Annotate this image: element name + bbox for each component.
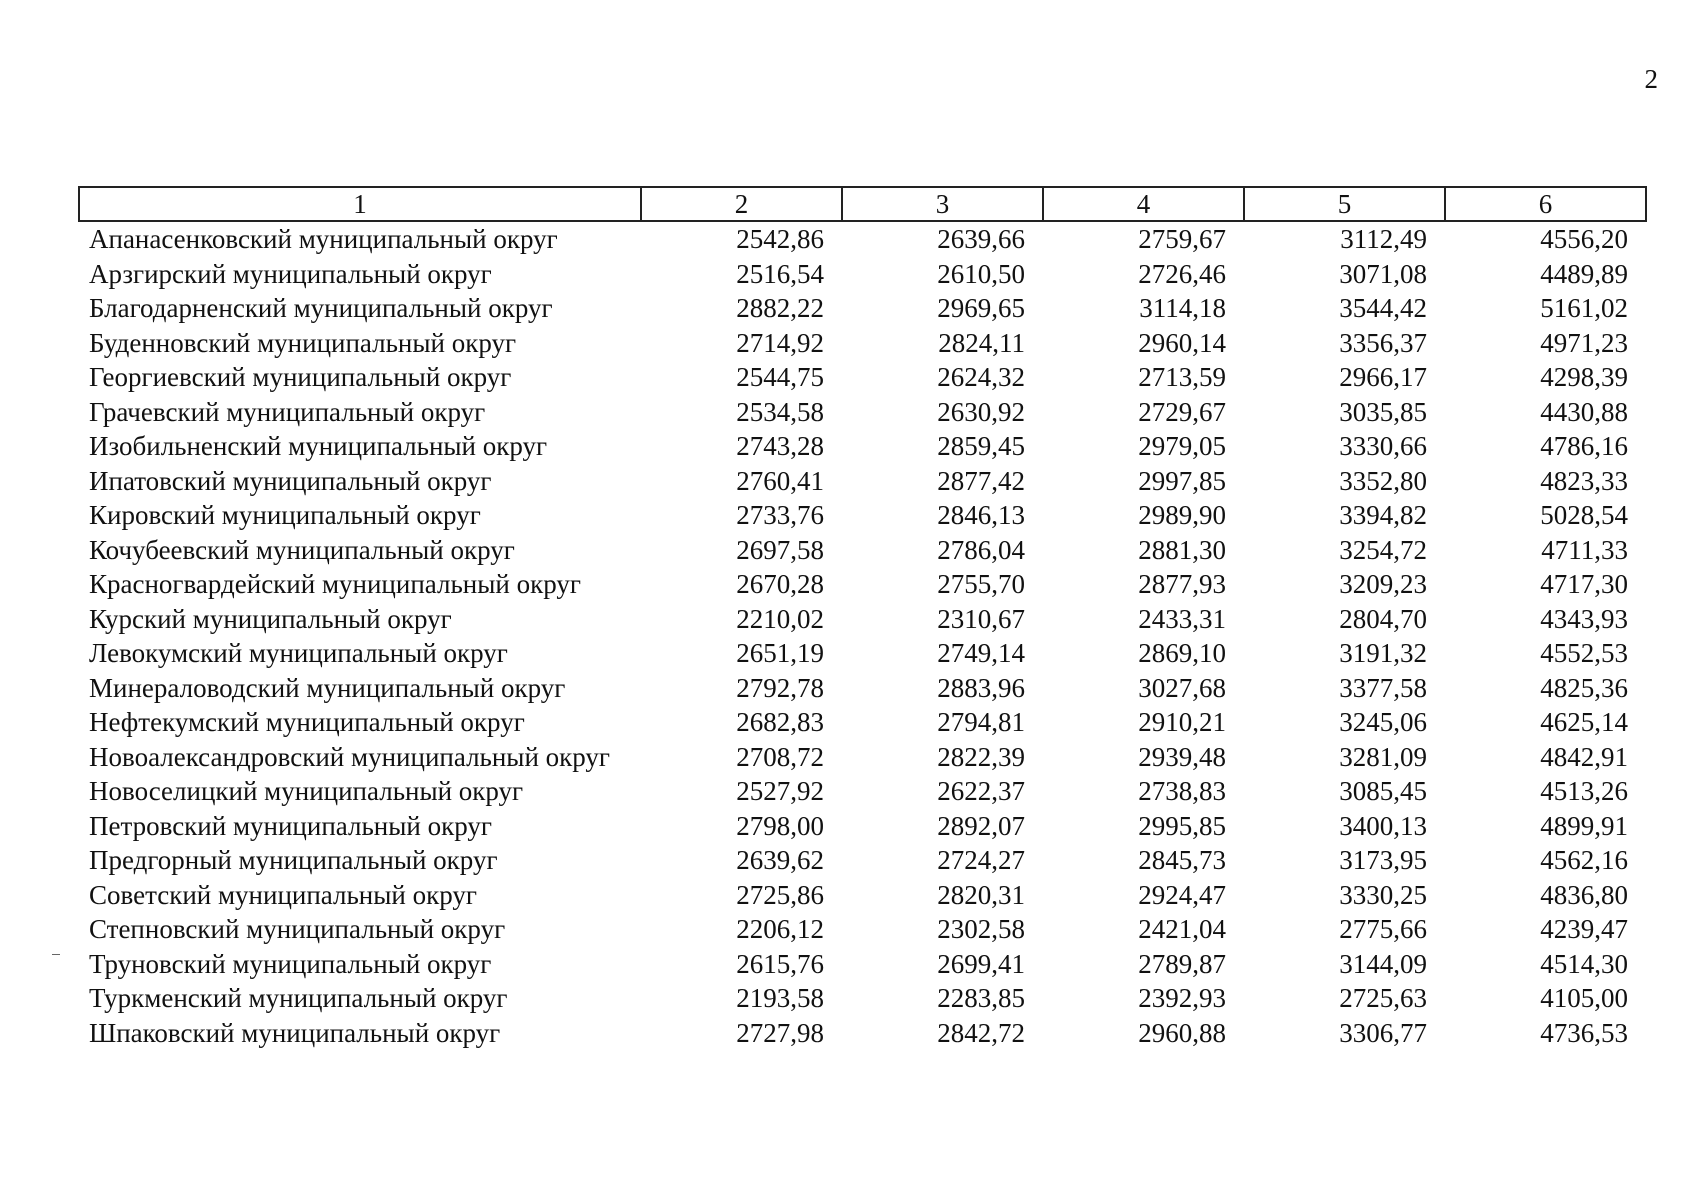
value-cell: 2755,70 <box>937 569 1025 599</box>
value-cell: 2193,58 <box>736 983 824 1013</box>
value-cell: 4717,30 <box>1540 569 1628 599</box>
value-cell: 2527,92 <box>736 776 824 806</box>
municipality-name-cell: Новоселицкий муниципальный округ <box>89 776 524 806</box>
value-cell: 2760,41 <box>736 465 824 496</box>
value-cell: 2883,96 <box>937 672 1025 703</box>
value-cell: 2869,10 <box>1138 638 1226 668</box>
table-row <box>79 291 1646 326</box>
value-cell: 5028,54 <box>1540 500 1628 530</box>
value-cell: 2824,11 <box>938 327 1025 358</box>
value-cell: 3112,49 <box>1340 224 1427 254</box>
municipality-name-cell: Изобильненский муниципальный округ <box>89 431 548 461</box>
value-cell: 2639,62 <box>736 845 824 875</box>
table-row <box>79 498 1646 533</box>
value-cell: 3544,42 <box>1339 293 1427 323</box>
value-cell: 2651,19 <box>736 638 824 668</box>
value-cell: 2534,58 <box>736 396 824 427</box>
value-cell: 2966,17 <box>1339 362 1427 392</box>
value-cell: 4736,53 <box>1540 1017 1628 1048</box>
value-cell: 2726,46 <box>1138 258 1226 289</box>
value-cell: 2995,85 <box>1138 810 1226 841</box>
value-cell: 3330,25 <box>1339 879 1427 910</box>
table-row <box>79 981 1646 1016</box>
value-cell: 3394,82 <box>1339 500 1427 530</box>
value-cell: 2725,63 <box>1339 983 1427 1013</box>
value-cell: 2882,22 <box>736 293 824 323</box>
value-cell: 2302,58 <box>937 914 1025 944</box>
value-cell: 2699,41 <box>937 948 1025 979</box>
value-cell: 2845,73 <box>1138 845 1226 875</box>
value-cell: 4513,26 <box>1540 776 1628 806</box>
value-cell: 2729,67 <box>1138 396 1226 427</box>
value-cell: 3209,23 <box>1339 569 1427 599</box>
value-cell: 4239,47 <box>1540 914 1628 944</box>
value-cell: 3377,58 <box>1339 672 1427 703</box>
value-cell: 3027,68 <box>1138 672 1226 703</box>
column-header-5: 5 <box>1244 187 1445 221</box>
table-row <box>79 636 1646 671</box>
value-cell: 2544,75 <box>736 362 824 392</box>
value-cell: 3245,06 <box>1339 707 1427 737</box>
value-cell: 2792,78 <box>736 672 824 703</box>
table-row <box>79 602 1646 637</box>
value-cell: 2206,12 <box>736 914 824 944</box>
table-row <box>79 395 1646 430</box>
table-row <box>79 533 1646 568</box>
value-cell: 2724,27 <box>937 845 1025 875</box>
municipality-name-cell: Петровский муниципальный округ <box>89 810 492 841</box>
table-row <box>79 878 1646 913</box>
value-cell: 2892,07 <box>937 810 1025 841</box>
municipality-name-cell: Арзгирский муниципальный округ <box>89 258 492 289</box>
value-cell: 4836,80 <box>1540 879 1628 910</box>
table-row <box>79 809 1646 844</box>
value-cell: 2743,28 <box>736 431 824 461</box>
value-cell: 2733,76 <box>736 500 824 530</box>
value-cell: 4562,16 <box>1540 845 1628 875</box>
value-cell: 3352,80 <box>1339 465 1427 496</box>
value-cell: 2283,85 <box>937 983 1025 1013</box>
value-cell: 4430,88 <box>1540 396 1628 427</box>
value-cell: 3281,09 <box>1339 741 1427 772</box>
value-cell: 2682,83 <box>736 707 824 737</box>
value-cell: 4823,33 <box>1540 465 1628 496</box>
value-cell: 2822,39 <box>937 741 1025 772</box>
table-row <box>79 947 1646 982</box>
value-cell: 2789,87 <box>1138 948 1226 979</box>
municipality-name-cell: Новоалександровский муниципальный округ <box>89 741 610 772</box>
column-header-2: 2 <box>641 187 842 221</box>
value-cell: 2842,72 <box>937 1017 1025 1048</box>
table-row <box>79 360 1646 395</box>
municipality-name-cell: Благодарненский муниципальный округ <box>89 293 553 323</box>
value-cell: 4711,33 <box>1541 534 1628 565</box>
table-row <box>79 671 1646 706</box>
municipality-name-cell: Красногвардейский муниципальный округ <box>89 569 581 599</box>
value-cell: 2979,05 <box>1138 431 1226 461</box>
value-cell: 2392,93 <box>1138 983 1226 1013</box>
value-cell: 3071,08 <box>1339 258 1427 289</box>
value-cell: 3173,95 <box>1339 845 1427 875</box>
value-cell: 4552,53 <box>1540 638 1628 668</box>
table-header <box>79 187 1646 221</box>
value-cell: 3356,37 <box>1339 327 1427 358</box>
value-cell: 2433,31 <box>1138 603 1226 634</box>
value-cell: 2969,65 <box>937 293 1025 323</box>
value-cell: 3400,13 <box>1339 810 1427 841</box>
value-cell: 2630,92 <box>937 396 1025 427</box>
value-cell: 2725,86 <box>736 879 824 910</box>
value-cell: 4899,91 <box>1540 810 1628 841</box>
value-cell: 3085,45 <box>1339 776 1427 806</box>
municipality-name-cell: Советский муниципальный округ <box>89 879 477 910</box>
value-cell: 2775,66 <box>1339 914 1427 944</box>
table-body <box>79 221 1646 1050</box>
header-row <box>79 187 1646 221</box>
value-cell: 2738,83 <box>1138 776 1226 806</box>
municipality-name-cell: Шпаковский муниципальный округ <box>89 1017 501 1048</box>
value-cell: 2820,31 <box>937 879 1025 910</box>
data-table <box>78 186 1647 1050</box>
margin-mark <box>52 954 60 955</box>
page-number: 2 <box>1644 64 1658 94</box>
value-cell: 2804,70 <box>1339 603 1427 634</box>
value-cell: 2542,86 <box>736 224 824 254</box>
value-cell: 2924,47 <box>1138 879 1226 910</box>
table-row <box>79 464 1646 499</box>
value-cell: 2697,58 <box>736 534 824 565</box>
table-row <box>79 705 1646 740</box>
value-cell: 2759,67 <box>1138 224 1226 254</box>
value-cell: 2516,54 <box>736 258 824 289</box>
value-cell: 2610,50 <box>937 258 1025 289</box>
value-cell: 2877,42 <box>937 465 1025 496</box>
value-cell: 3144,09 <box>1339 948 1427 979</box>
value-cell: 2846,13 <box>937 500 1025 530</box>
value-cell: 4489,89 <box>1540 258 1628 289</box>
table-row <box>79 567 1646 602</box>
value-cell: 3306,77 <box>1339 1017 1427 1048</box>
table-row <box>79 326 1646 361</box>
value-cell: 2615,76 <box>736 948 824 979</box>
column-header-1: 1 <box>79 187 641 221</box>
value-cell: 2713,59 <box>1138 362 1226 392</box>
value-cell: 2670,28 <box>736 569 824 599</box>
value-cell: 2624,32 <box>937 362 1025 392</box>
value-cell: 2421,04 <box>1138 914 1226 944</box>
value-cell: 3330,66 <box>1339 431 1427 461</box>
value-cell: 2877,93 <box>1138 569 1226 599</box>
column-header-6: 6 <box>1445 187 1646 221</box>
value-cell: 2786,04 <box>937 534 1025 565</box>
value-cell: 4825,36 <box>1540 672 1628 703</box>
value-cell: 2989,90 <box>1138 500 1226 530</box>
value-cell: 2960,88 <box>1138 1017 1226 1048</box>
value-cell: 4625,14 <box>1540 707 1628 737</box>
municipality-name-cell: Туркменский муниципальный округ <box>89 983 508 1013</box>
value-cell: 4343,93 <box>1540 603 1628 634</box>
value-cell: 3254,72 <box>1339 534 1427 565</box>
value-cell: 4842,91 <box>1540 741 1628 772</box>
value-cell: 2622,37 <box>937 776 1025 806</box>
table-row <box>79 257 1646 292</box>
column-header-3: 3 <box>842 187 1043 221</box>
value-cell: 2708,72 <box>736 741 824 772</box>
value-cell: 2639,66 <box>937 224 1025 254</box>
table-row <box>79 221 1646 257</box>
table-row <box>79 1016 1646 1051</box>
municipality-name-cell: Курский муниципальный округ <box>89 603 452 634</box>
municipality-name-cell: Левокумский муниципальный округ <box>89 638 508 668</box>
municipality-name-cell: Грачевский муниципальный округ <box>89 396 486 427</box>
value-cell: 3035,85 <box>1339 396 1427 427</box>
table-row <box>79 912 1646 947</box>
value-cell: 2939,48 <box>1138 741 1226 772</box>
value-cell: 4514,30 <box>1540 948 1628 979</box>
table-row <box>79 740 1646 775</box>
value-cell: 2798,00 <box>736 810 824 841</box>
municipality-name-cell: Предгорный муниципальный округ <box>89 845 498 875</box>
municipality-name-cell: Апанасенковский муниципальный округ <box>89 224 558 254</box>
value-cell: 5161,02 <box>1540 293 1628 323</box>
table-row <box>79 429 1646 464</box>
value-cell: 2881,30 <box>1138 534 1226 565</box>
value-cell: 2794,81 <box>937 707 1025 737</box>
value-cell: 4298,39 <box>1540 362 1628 392</box>
municipality-name-cell: Георгиевский муниципальный округ <box>89 362 512 392</box>
value-cell: 2210,02 <box>736 603 824 634</box>
municipality-name-cell: Нефтекумский муниципальный округ <box>89 707 525 737</box>
municipality-name-cell: Труновский муниципальный округ <box>89 948 492 979</box>
municipality-name-cell: Кочубеевский муниципальный округ <box>89 534 515 565</box>
table-row <box>79 774 1646 809</box>
value-cell: 4105,00 <box>1540 983 1628 1013</box>
value-cell: 2749,14 <box>937 638 1025 668</box>
table-row <box>79 843 1646 878</box>
value-cell: 3114,18 <box>1139 293 1226 323</box>
municipality-name-cell: Буденновский муниципальный округ <box>89 327 517 358</box>
value-cell: 4971,23 <box>1540 327 1628 358</box>
value-cell: 2960,14 <box>1138 327 1226 358</box>
column-header-4: 4 <box>1043 187 1244 221</box>
municipality-name-cell: Степновский муниципальный округ <box>89 914 506 944</box>
value-cell: 2997,85 <box>1138 465 1226 496</box>
municipality-name-cell: Ипатовский муниципальный округ <box>89 465 492 496</box>
value-cell: 4786,16 <box>1540 431 1628 461</box>
value-cell: 2910,21 <box>1138 707 1226 737</box>
value-cell: 2727,98 <box>736 1017 824 1048</box>
value-cell: 2714,92 <box>736 327 824 358</box>
value-cell: 2310,67 <box>937 603 1025 634</box>
value-cell: 3191,32 <box>1339 638 1427 668</box>
municipality-name-cell: Минераловодский муниципальный округ <box>89 672 566 703</box>
value-cell: 2859,45 <box>937 431 1025 461</box>
municipality-name-cell: Кировский муниципальный округ <box>89 500 481 530</box>
value-cell: 4556,20 <box>1540 224 1628 254</box>
